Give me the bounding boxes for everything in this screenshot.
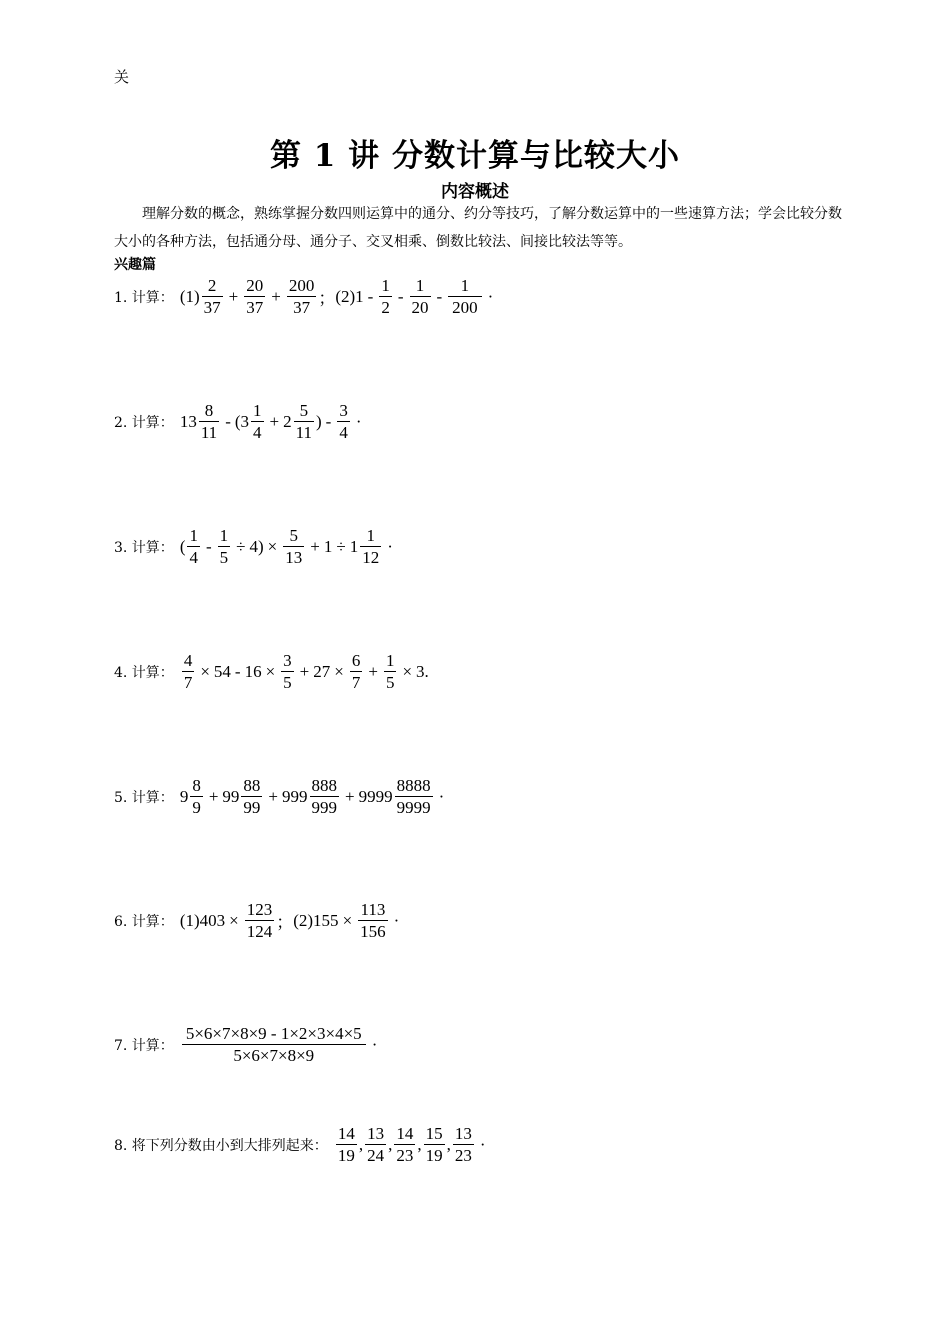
problem-1 — [114, 276, 497, 317]
problem-7 — [114, 1024, 381, 1065]
math-expression: 9 $\frac{8}{9}$ + 99 $\frac{88}{99}$ + 999 $\frac{888}{999}$ + 9999 $\frac{8888}{9999}$ · — [179, 776, 445, 817]
problem-label: 4. 计算： — [114, 664, 174, 681]
math-expression: $\frac{14}{19}$ , $\frac{13}{24}$ , $\frac{14}{23}$ , $\frac{15}{19}$ , $\frac{13}{23}$ · — [337, 1124, 486, 1165]
problem-label: 3. 计算： — [114, 539, 174, 556]
math-expression: $\frac{5\times 6\times 7\times 8\times 9 - 1\times 2\times 3\times 4\times 5}{5\times 6\times 7\times 8\times 9}$ · — [180, 1024, 382, 1065]
problem-label: 2. 计算： — [114, 414, 174, 431]
section-heading: 兴趣篇 — [114, 257, 156, 273]
problem-2 — [114, 401, 366, 442]
math-expression: (1) $\frac{2}{37}$ + $\frac{20}{37}$ + $\frac{200}{37}$ ； (2)1 - $\frac{1}{2}$ - $\frac{1}{20}$ - $\frac{1}{200}$ · — [179, 276, 494, 317]
problem-label: 6. 计算： — [114, 913, 174, 930]
problem-3 — [114, 526, 397, 567]
problem-label: 8. 将下列分数由小到大排列起来： — [114, 1137, 328, 1154]
problem-8 — [114, 1124, 489, 1165]
page-corner-char: 关 — [114, 68, 130, 86]
problem-label: 7. 计算： — [114, 1037, 174, 1054]
problem-label: 5. 计算： — [114, 789, 174, 806]
section-subtitle: 内容概述 — [441, 182, 509, 202]
math-expression: ( $\frac{1}{4}$ - $\frac{1}{5}$ ÷ 4) × $\frac{5}{13}$ + 1 ÷ 1 $\frac{1}{12}$ · — [179, 526, 393, 567]
math-expression: 13 $\frac{8}{11}$ - ( 3 $\frac{1}{4}$ + 2 $\frac{5}{11}$ ) - $\frac{3}{4}$ · — [179, 401, 362, 442]
math-expression: (1)403 × $\frac{123}{124}$ ； (2)155 × $\frac{113}{156}$ · — [179, 900, 400, 941]
problem-4 — [114, 651, 429, 692]
problem-5 — [114, 776, 448, 817]
math-expression: $\frac{4}{7}$ × 54 - 16 × $\frac{3}{5}$ + 27 × $\frac{6}{7}$ + $\frac{1}{5}$ × 3. — [183, 651, 429, 692]
problem-label: 1. 计算： — [114, 289, 174, 306]
problem-6 — [114, 900, 403, 941]
intro-paragraph: 理解分数的概念，熟练掌握分数四则运算中的通分、约分等技巧，了解分数运算中的一些速算方法；学会比较分数大小的各种方法，包括通分母、通分子、交叉相乘、倒数比较法、间接比较法等等。 — [114, 206, 842, 250]
lesson-title: 第 1 讲 分数计算与比较大小 — [270, 138, 680, 174]
